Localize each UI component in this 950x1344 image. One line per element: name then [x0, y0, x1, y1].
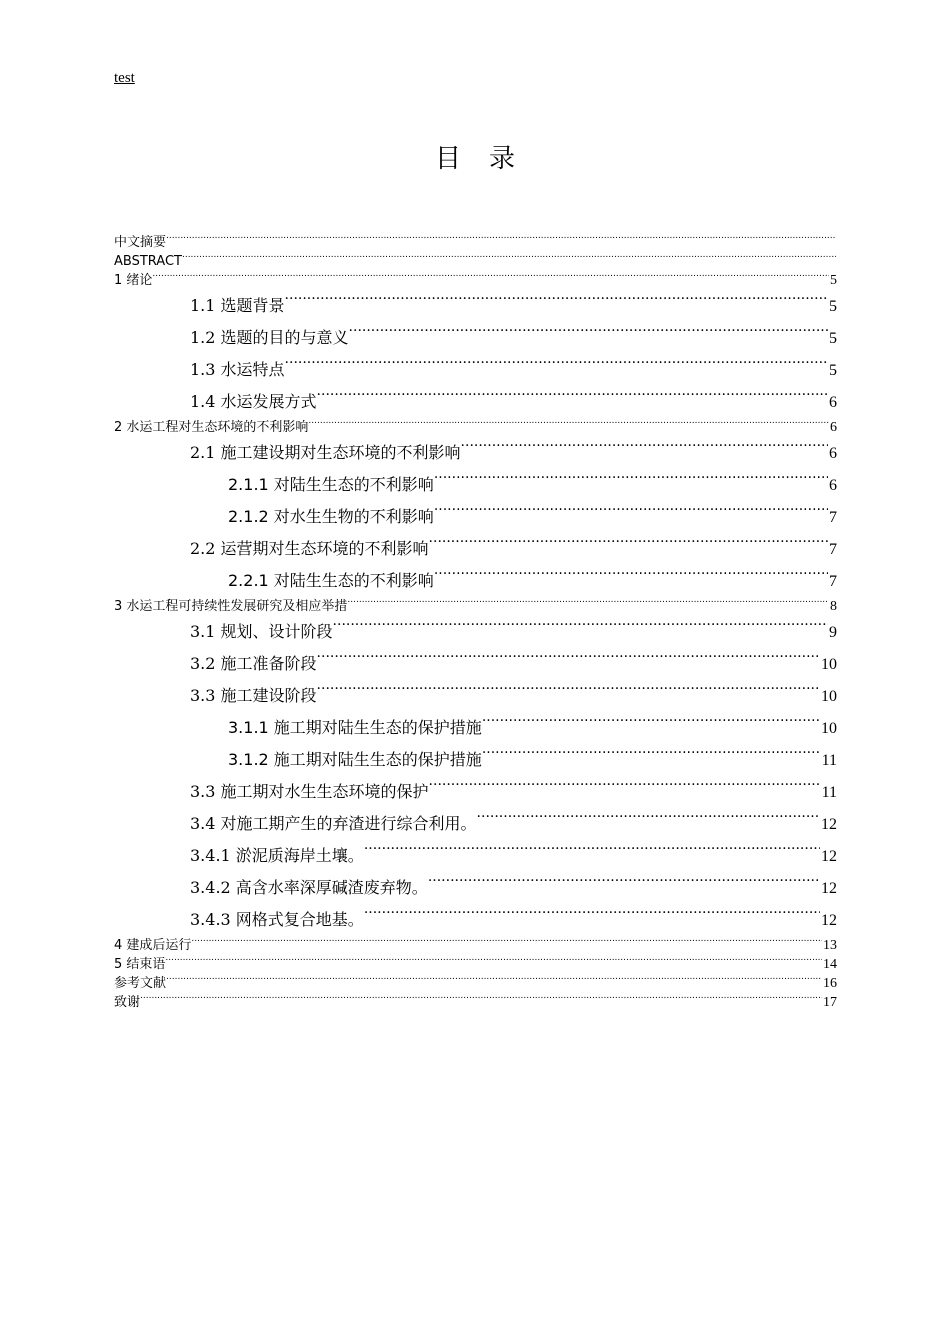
toc-entry[interactable]	[114, 680, 837, 712]
toc-entry-label: 4 建成后运行	[114, 938, 192, 953]
toc-leader-dots	[317, 685, 820, 701]
page-header: test	[114, 70, 135, 86]
toc-entry-label: 3.3 施工建设阶段	[190, 686, 317, 705]
toc-page-number: 12	[821, 848, 837, 865]
toc-leader-dots	[166, 974, 822, 987]
toc-entry[interactable]	[114, 252, 837, 271]
toc-leader-dots	[461, 442, 828, 458]
toc-entry-label: 致谢	[114, 995, 141, 1010]
toc-entry[interactable]	[114, 648, 837, 680]
toc-leader-dots	[482, 749, 821, 765]
toc-leader-dots	[333, 621, 828, 637]
toc-leader-dots	[317, 653, 820, 669]
toc-entry-label: 3.4.2 高含水率深厚碱渣废弃物。	[190, 878, 428, 897]
toc-page-number: 5	[830, 273, 837, 288]
toc-page-number: 12	[821, 880, 837, 897]
toc-entry-label: 3.4 对施工期产生的弃渣进行综合利用。	[190, 814, 477, 833]
toc-entry[interactable]	[114, 418, 837, 437]
toc-entry[interactable]	[114, 904, 837, 936]
toc-entry-label: 3 水运工程可持续性发展研究及相应举措	[114, 599, 348, 614]
table-of-contents	[114, 233, 837, 1012]
toc-leader-dots	[165, 955, 822, 968]
toc-leader-dots	[364, 845, 820, 861]
toc-entry[interactable]	[114, 936, 837, 955]
toc-leader-dots	[285, 359, 828, 375]
toc-leader-dots	[429, 781, 821, 797]
toc-entry[interactable]	[114, 712, 837, 744]
toc-page-number: 6	[830, 420, 837, 435]
toc-page-number: 12	[821, 816, 837, 833]
toc-leader-dots	[152, 271, 829, 284]
toc-page-number: 6	[829, 477, 837, 494]
toc-page-number: 6	[829, 445, 837, 462]
toc-entry[interactable]	[114, 597, 837, 616]
toc-title: 目录	[434, 144, 543, 174]
toc-entry-label: 3.2 施工准备阶段	[190, 654, 317, 673]
toc-entry-label: 2.1.2 对水生生物的不利影响	[228, 507, 434, 526]
toc-entry-label: 5 结束语	[114, 957, 166, 972]
toc-page-number: 9	[829, 624, 837, 641]
toc-entry-label: 2 水运工程对生态环境的不利影响	[114, 420, 309, 435]
toc-leader-dots	[347, 597, 829, 610]
toc-entry[interactable]	[114, 744, 837, 776]
toc-leader-dots	[182, 252, 836, 265]
toc-entry[interactable]	[114, 386, 837, 418]
toc-page-number: 7	[829, 573, 837, 590]
toc-entry[interactable]	[114, 974, 837, 993]
toc-entry[interactable]	[114, 808, 837, 840]
toc-page-number: 5	[829, 362, 837, 379]
toc-entry[interactable]	[114, 840, 837, 872]
toc-entry[interactable]	[114, 776, 837, 808]
toc-leader-dots	[434, 570, 828, 586]
toc-page-number: 8	[830, 599, 837, 614]
toc-entry-label: 3.1.2 施工期对陆生生态的保护措施	[228, 750, 482, 769]
toc-entry[interactable]	[114, 354, 837, 386]
toc-page-number: 5	[829, 330, 837, 347]
toc-entry-label: 2.1 施工建设期对生态环境的不利影响	[190, 443, 461, 462]
toc-leader-dots	[428, 877, 820, 893]
toc-entry[interactable]	[114, 233, 837, 252]
toc-leader-dots	[140, 993, 822, 1006]
toc-leader-dots	[317, 391, 828, 407]
toc-page-number: 11	[821, 784, 837, 801]
toc-entry-label: 1.2 选题的目的与意义	[190, 328, 349, 347]
toc-entry-label: 3.3 施工期对水生生态环境的保护	[190, 782, 429, 801]
toc-leader-dots	[349, 327, 828, 343]
toc-leader-dots	[477, 813, 820, 829]
toc-entry[interactable]	[114, 271, 837, 290]
toc-entry-label: 参考文献	[114, 976, 167, 991]
toc-leader-dots	[429, 538, 828, 554]
toc-entry[interactable]	[114, 437, 837, 469]
toc-entry[interactable]	[114, 322, 837, 354]
toc-page-number: 6	[829, 394, 837, 411]
toc-page-number: 14	[823, 957, 837, 972]
toc-entry-label: ABSTRACT	[114, 254, 182, 269]
toc-entry[interactable]	[114, 993, 837, 1012]
toc-page-number: 11	[821, 752, 837, 769]
toc-page-number: 16	[823, 976, 837, 991]
toc-entry[interactable]	[114, 501, 837, 533]
toc-entry-label: 1.1 选题背景	[190, 296, 285, 315]
toc-entry[interactable]	[114, 565, 837, 597]
toc-leader-dots	[434, 506, 828, 522]
toc-page-number: 12	[821, 912, 837, 929]
toc-entry[interactable]	[114, 533, 837, 565]
toc-entry[interactable]	[114, 469, 837, 501]
toc-leader-dots	[482, 717, 820, 733]
toc-page-number: 17	[823, 995, 837, 1010]
toc-entry-label: 中文摘要	[114, 235, 167, 250]
toc-page-number: 5	[829, 298, 837, 315]
toc-entry-label: 1.4 水运发展方式	[190, 392, 317, 411]
toc-entry-label: 2.2.1 对陆生生态的不利影响	[228, 571, 434, 590]
toc-entry-label: 1 绪论	[114, 273, 153, 288]
toc-entry-label: 3.1.1 施工期对陆生生态的保护措施	[228, 718, 482, 737]
toc-leader-dots	[191, 936, 822, 949]
toc-entry[interactable]	[114, 872, 837, 904]
toc-leader-dots	[434, 474, 828, 490]
toc-entry-label: 2.2 运营期对生态环境的不利影响	[190, 539, 429, 558]
toc-entry-label: 3.4.1 淤泥质海岸土壤。	[190, 846, 364, 865]
toc-page-number: 10	[821, 656, 837, 673]
toc-leader-dots	[166, 233, 836, 246]
toc-entry-label: 1.3 水运特点	[190, 360, 285, 379]
toc-page-number: 10	[821, 688, 837, 705]
toc-leader-dots	[308, 418, 829, 431]
toc-page-number: 10	[821, 720, 837, 737]
toc-page-number: 7	[829, 509, 837, 526]
toc-leader-dots	[364, 909, 820, 925]
toc-page-number: 13	[823, 938, 837, 953]
toc-entry[interactable]	[114, 955, 837, 974]
toc-page-number: 7	[829, 541, 837, 558]
toc-entry-label: 3.4.3 网格式复合地基。	[190, 910, 364, 929]
toc-leader-dots	[285, 295, 828, 311]
toc-entry[interactable]	[114, 290, 837, 322]
toc-entry[interactable]	[114, 616, 837, 648]
toc-entry-label: 2.1.1 对陆生生态的不利影响	[228, 475, 434, 494]
toc-entry-label: 3.1 规划、设计阶段	[190, 622, 333, 641]
